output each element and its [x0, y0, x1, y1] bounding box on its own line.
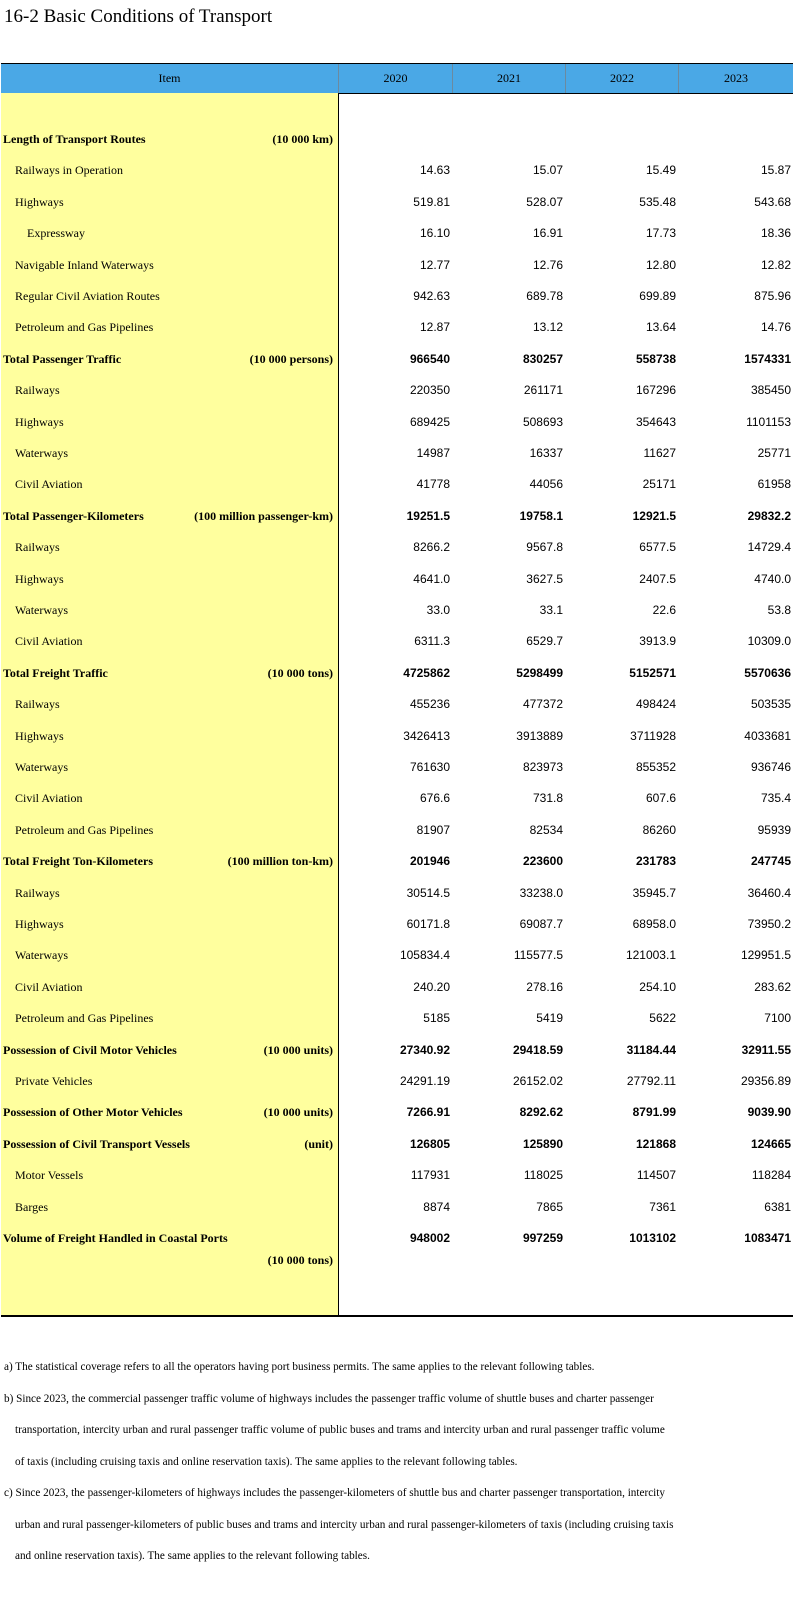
cell-2023: 95939 [757, 822, 791, 837]
table-row [1, 501, 793, 532]
cell-2020: 14987 [416, 446, 450, 460]
row-label: Possession of Civil Transport Vessels [3, 1136, 190, 1151]
row-label: Highways [15, 917, 64, 931]
cell-2020: 14.63 [419, 163, 450, 178]
cell-2023: 18.36 [760, 226, 791, 241]
table-row [1, 155, 793, 186]
table-row [1, 1160, 793, 1191]
cell-2023: 14729.4 [747, 540, 791, 555]
cell-2021: 16.91 [532, 226, 563, 241]
row-label: Waterways [15, 948, 69, 963]
note-a: a) The statistical coverage refers to all the operators having port business permits. The same applies to the relevant following tables. [4, 1361, 595, 1373]
cell-2022: 15.49 [645, 163, 676, 178]
cell-2023: 36460.4 [747, 885, 791, 900]
cell-2022: 3711928 [630, 728, 676, 743]
cell-2022: 855352 [635, 760, 676, 774]
cell-2023: 1101153 [746, 414, 791, 429]
cell-2020: 3426413 [403, 728, 450, 743]
table-row [1, 312, 793, 343]
row-label: Waterways [15, 446, 69, 460]
header-year-2023: 2023 [724, 71, 748, 85]
cell-2023: 4740.0 [754, 571, 791, 586]
cell-2023: 124665 [750, 1136, 791, 1151]
row-label: Possession of Other Motor Vehicles [3, 1105, 183, 1120]
cell-2021: 6529.7 [526, 634, 563, 649]
cell-2020: 4725862 [403, 665, 450, 680]
cell-2021: 13.12 [532, 320, 563, 335]
cell-2021: 823973 [522, 760, 563, 774]
table-row [1, 815, 793, 846]
cell-2023: 543.68 [754, 194, 791, 209]
table-row [1, 344, 793, 375]
cell-2023: 15.87 [760, 163, 791, 178]
note-c-cont-2: and online reservation taxis). The same applies to the relevant following tables. [15, 1550, 370, 1562]
cell-2023: 936746 [750, 760, 791, 774]
table-row [1, 878, 793, 909]
row-unit: (unit) [304, 1136, 333, 1151]
cell-2020: 7266.91 [406, 1105, 450, 1120]
cell-2023: 6381 [764, 1199, 791, 1214]
cell-2021: 830257 [522, 351, 563, 366]
table-row [1, 375, 793, 406]
cell-2020: 761630 [409, 760, 450, 774]
cell-2021: 33.1 [539, 603, 563, 617]
cell-2022: 17.73 [645, 226, 676, 241]
cell-2020: 942.63 [413, 289, 450, 303]
cell-2023: 503535 [750, 697, 791, 712]
cell-2022: 11627 [643, 446, 676, 460]
table-row [1, 783, 793, 814]
cell-2022: 114507 [636, 1168, 676, 1183]
cell-2020: 30514.5 [406, 885, 450, 900]
row-label: Railways [15, 540, 60, 555]
cell-2022: 2407.5 [639, 571, 676, 586]
cell-2021: 261171 [523, 383, 563, 398]
cell-2023: 1574331 [744, 351, 791, 366]
table-row [1, 187, 793, 218]
row-label: Petroleum and Gas Pipelines [15, 1011, 154, 1026]
cell-2021: 997259 [522, 1231, 563, 1245]
cell-2020: 12.77 [419, 257, 450, 272]
table-row [1, 658, 793, 689]
cell-2023: 735.4 [760, 791, 791, 806]
table-row [1, 626, 793, 657]
cell-2021: 7865 [536, 1199, 563, 1214]
cell-2022: 121003.1 [625, 948, 676, 963]
note-b: b) Since 2023, the commercial passenger traffic volume of highways includes the passenger traffic volume of shuttle buses and charter passenger [4, 1392, 654, 1405]
row-label: Civil Aviation [15, 979, 83, 994]
cell-2021: 29418.59 [512, 1042, 563, 1057]
cell-2020: 60171.8 [406, 917, 450, 931]
cell-2020: 455236 [409, 697, 450, 712]
cell-2020: 8874 [423, 1199, 450, 1214]
row-label: Expressway [27, 226, 85, 241]
cell-2022: 25171 [642, 477, 676, 492]
cell-2021: 26152.02 [512, 1074, 563, 1088]
row-label: Railways [15, 697, 60, 712]
row-unit: (100 million passenger-km) [194, 508, 333, 523]
cell-2022: 5622 [649, 1011, 676, 1026]
row-label: Petroleum and Gas Pipelines [15, 320, 154, 335]
cell-2021: 689.78 [526, 289, 563, 303]
cell-2020: 948002 [409, 1231, 450, 1245]
row-label: Waterways [15, 760, 69, 774]
row-label: Civil Aviation [15, 634, 83, 649]
cell-2023: 29356.89 [740, 1074, 791, 1088]
cell-2020: 117931 [410, 1168, 450, 1183]
cell-2022: 354643 [635, 414, 676, 429]
table-row [1, 532, 793, 563]
cell-2020: 41778 [416, 477, 450, 492]
cell-2023: 29832.2 [747, 508, 791, 523]
cell-2020: 27340.92 [399, 1042, 450, 1057]
cell-2022: 167296 [635, 383, 676, 398]
cell-2023: 118284 [751, 1168, 791, 1183]
cell-2020: 220350 [409, 383, 450, 398]
cell-2021: 115577.5 [513, 948, 563, 963]
note-b-cont-2: of taxis (including cruising taxis and online reservation taxis). The same applies to the relevant following tables. [15, 1455, 518, 1468]
header-year-2021: 2021 [497, 71, 521, 85]
cell-2023: 25771 [757, 446, 791, 460]
cell-2023: 5570636 [744, 665, 791, 680]
page-title: 16-2 Basic Conditions of Transport [4, 6, 273, 27]
cell-2021: 118025 [523, 1168, 563, 1183]
cell-2020: 81907 [416, 822, 450, 837]
cell-2021: 3913889 [516, 728, 563, 743]
cell-2021: 69087.7 [519, 917, 563, 931]
cell-2021: 8292.62 [519, 1105, 563, 1120]
table-row [1, 250, 793, 281]
table-row [1, 595, 793, 626]
cell-2021: 82534 [529, 822, 563, 837]
cell-2020: 33.0 [426, 603, 450, 617]
table-row [1, 407, 793, 438]
cell-2021: 5419 [536, 1011, 563, 1026]
table-row [1, 909, 793, 940]
table-row [1, 752, 793, 783]
table-row [1, 689, 793, 720]
row-unit: (10 000 tons) [267, 665, 333, 680]
cell-2022: 498424 [635, 697, 676, 712]
note-c: c) Since 2023, the passenger-kilometers of highways includes the passenger-kilometers of shuttle bus and charter passenger transportation, intercity [4, 1487, 665, 1499]
note-c-cont-1: urban and rural passenger-kilometers of public buses and trams and intercity urban and rural passenger-kilometers of taxis (including cruising taxis [15, 1518, 674, 1531]
table-row [1, 972, 793, 1003]
table-row [1, 124, 793, 155]
table-row [1, 1097, 793, 1128]
row-label: Possession of Civil Motor Vehicles [3, 1042, 177, 1057]
row-label: Civil Aviation [15, 477, 83, 492]
cell-2020: 16.10 [419, 226, 450, 241]
cell-2022: 31184.44 [626, 1042, 676, 1057]
row-label: Railways in Operation [15, 163, 123, 178]
cell-2022: 558738 [635, 351, 676, 366]
table-row [1, 721, 793, 752]
cell-2021: 12.76 [532, 257, 563, 272]
table-row [1, 1223, 793, 1254]
cell-2021: 33238.0 [519, 885, 563, 900]
cell-2022: 86260 [642, 822, 676, 837]
cell-2023: 32911.55 [741, 1042, 791, 1057]
table-row [1, 1129, 793, 1160]
row-label: Civil Aviation [15, 791, 83, 806]
cell-2020: 201946 [409, 854, 450, 869]
row-label: Navigable Inland Waterways [15, 257, 154, 272]
cell-2022: 1013102 [629, 1231, 676, 1245]
cell-2022: 12.80 [645, 257, 676, 272]
row-unit: (10 000 persons) [249, 351, 333, 366]
row-label: Highways [15, 728, 64, 743]
cell-2022: 27792.11 [626, 1074, 676, 1088]
cell-2023: 9039.90 [747, 1105, 791, 1120]
cell-2021: 477372 [522, 697, 563, 712]
cell-2022: 8791.99 [632, 1105, 676, 1120]
cell-2022: 6577.5 [639, 540, 676, 555]
table-row [1, 1192, 793, 1223]
row-label: Total Freight Traffic [3, 665, 108, 680]
cell-2021: 15.07 [532, 163, 563, 178]
cell-2020: 689425 [409, 414, 450, 429]
cell-2022: 5152571 [629, 665, 676, 680]
cell-2020: 240.20 [413, 979, 450, 994]
cell-2020: 19251.5 [406, 508, 450, 523]
row-label: Highways [15, 414, 64, 429]
cell-2023: 61958 [757, 477, 791, 492]
cell-2021: 3627.5 [526, 571, 563, 586]
row-label: Motor Vessels [15, 1168, 84, 1183]
table-row [1, 1003, 793, 1034]
table-row [1, 940, 793, 971]
cell-2021: 16337 [529, 446, 563, 460]
row-label: Regular Civil Aviation Routes [15, 289, 160, 303]
row-label: Railways [15, 383, 60, 398]
cell-2021: 528.07 [526, 194, 563, 209]
cell-2020: 4641.0 [413, 571, 450, 586]
table-header [1, 63, 793, 94]
row-label: Petroleum and Gas Pipelines [15, 822, 154, 837]
cell-2020: 5185 [423, 1011, 450, 1026]
cell-2022: 7361 [649, 1199, 676, 1214]
cell-2023: 10309.0 [747, 634, 791, 649]
table-row [1, 1066, 793, 1097]
row-unit: (10 000 units) [263, 1042, 333, 1057]
row-label: Highways [15, 194, 64, 209]
cell-2021: 508693 [522, 414, 563, 429]
header-item: Item [158, 71, 181, 85]
cell-2022: 535.48 [639, 194, 676, 209]
row-unit: (100 million ton-km) [227, 854, 333, 869]
table-row [1, 564, 793, 595]
cell-2020: 105834.4 [399, 948, 450, 963]
table-row [1, 1035, 793, 1066]
cell-2022: 121868 [635, 1136, 676, 1151]
cell-2020: 6311.3 [414, 634, 450, 649]
cell-2022: 22.6 [652, 603, 676, 617]
cell-2023: 14.76 [760, 320, 791, 335]
cell-2020: 519.81 [413, 194, 450, 209]
trailing-unit: (10 000 tons) [267, 1253, 333, 1267]
footnotes [4, 1352, 804, 1573]
cell-2022: 3913.9 [639, 634, 676, 649]
cell-2021: 223600 [522, 854, 563, 869]
cell-2020: 8266.2 [413, 540, 450, 555]
row-label: Total Freight Ton-Kilometers [3, 854, 153, 869]
table-row [1, 438, 793, 469]
cell-2023: 12.82 [760, 257, 791, 272]
row-unit: (10 000 km) [272, 132, 333, 146]
row-unit: (10 000 units) [263, 1105, 333, 1120]
cell-2023: 7100 [764, 1011, 791, 1026]
cell-2022: 12921.5 [632, 508, 676, 523]
cell-2020: 966540 [409, 351, 450, 366]
row-label: Railways [15, 885, 60, 900]
row-label: Private Vehicles [15, 1074, 93, 1088]
cell-2023: 129951.5 [740, 948, 791, 963]
cell-2021: 125890 [522, 1136, 563, 1151]
cell-2022: 35945.7 [632, 885, 676, 900]
cell-2022: 13.64 [645, 320, 676, 335]
table-row [1, 218, 793, 249]
cell-2021: 278.16 [526, 979, 563, 994]
cell-2021: 19758.1 [519, 508, 563, 523]
cell-2023: 53.8 [767, 603, 791, 617]
cell-2020: 12.87 [419, 320, 450, 335]
cell-2023: 247745 [750, 854, 791, 869]
row-label: Waterways [15, 603, 69, 617]
cell-2021: 44056 [529, 477, 563, 492]
cell-2023: 283.62 [754, 979, 791, 994]
row-label: Length of Transport Routes [3, 132, 146, 146]
row-label: Total Passenger Traffic [3, 351, 122, 366]
cell-2023: 73950.2 [747, 917, 791, 931]
cell-2021: 731.8 [532, 791, 563, 806]
cell-2020: 126805 [409, 1136, 450, 1151]
cell-2022: 231783 [635, 854, 676, 869]
row-label: Volume of Freight Handled in Coastal Ports [3, 1231, 228, 1245]
cell-2022: 699.89 [639, 289, 676, 303]
header-year-2022: 2022 [610, 71, 634, 85]
cell-2022: 254.10 [639, 979, 676, 994]
row-label: Highways [15, 571, 64, 586]
cell-2022: 607.6 [645, 791, 676, 806]
cell-2020: 676.6 [419, 791, 450, 806]
note-b-cont-1: transportation, intercity urban and rural passenger traffic volume of public buses and trams and intercity urban and rural passenger traffic volume [15, 1424, 665, 1436]
cell-2020: 24291.19 [399, 1074, 450, 1088]
cell-2023: 875.96 [754, 289, 791, 303]
cell-2021: 5298499 [516, 665, 563, 680]
row-label: Total Passenger-Kilometers [3, 508, 144, 523]
cell-2023: 1083471 [744, 1231, 791, 1245]
cell-2023: 385450 [750, 383, 791, 398]
cell-2021: 9567.8 [526, 540, 563, 555]
table-row [1, 846, 793, 877]
header-year-2020: 2020 [383, 71, 408, 85]
table-row [1, 281, 793, 312]
cell-2022: 68958.0 [632, 917, 676, 931]
row-label: Barges [15, 1199, 49, 1214]
table-row [1, 469, 793, 500]
cell-2023: 4033681 [744, 728, 791, 743]
